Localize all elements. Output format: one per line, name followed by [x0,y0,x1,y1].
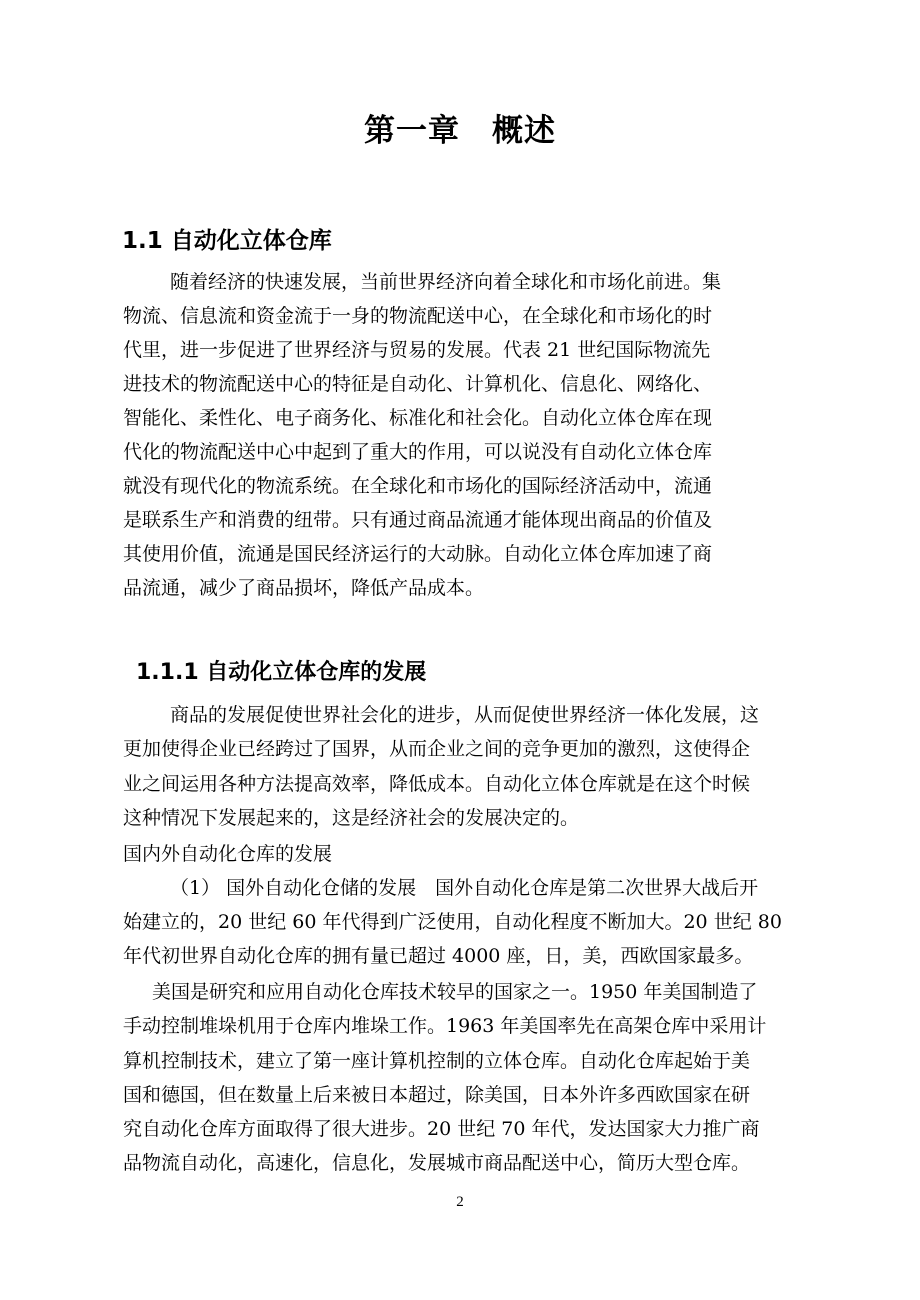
paragraph-line: 代化的物流配送中心中起到了重大的作用，可以说没有自动化立体仓库 [123,441,713,463]
paragraph-line: 其使用价值，流通是国民经济运行的大动脉。自动化立体仓库加速了商 [123,543,713,565]
paragraph-line: （1） 国外自动化仓储的发展 国外自动化仓库是第二次世界大战后开 [170,877,759,899]
subsection-title: 1.1.1 自动化立体仓库的发展 [136,660,427,685]
chapter-title: 第一章 概述 [364,113,556,149]
paragraph-line: 就没有现代化的物流系统。在全球化和市场化的国际经济活动中，流通 [123,475,713,497]
paragraph-line: 美国是研究和应用自动化仓库技术较早的国家之一。1950 年美国制造了 [152,981,758,1003]
paragraph-line: 这种情况下发展起来的，这是经济社会的发展决定的。 [123,807,580,829]
paragraph-line: 进技术的物流配送中心的特征是自动化、计算机化、信息化、网络化、 [123,373,713,395]
section-title: 1.1 自动化立体仓库 [122,228,332,254]
page-number: 2 [456,1194,464,1210]
paragraph-line: 算机控制技术，建立了第一座计算机控制的立体仓库。自动化仓库起始于美 [123,1050,751,1072]
paragraph-line: 物流、信息流和资金流于一身的物流配送中心，在全球化和市场化的时 [123,305,713,327]
paragraph-line: 更加使得企业已经跨过了国界，从而企业之间的竞争更加的激烈，这使得企 [123,738,751,760]
paragraph-line: 业之间运用各种方法提高效率，降低成本。自动化立体仓库就是在这个时候 [123,773,751,795]
paragraph-line: 手动控制堆垛机用于仓库内堆垛工作。1963 年美国率先在高架仓库中采用计 [123,1015,767,1037]
paragraph-line: 年代初世界自动化仓库的拥有量已超过 4000 座，日，美，西欧国家最多。 [123,945,754,967]
paragraph-line: 品物流自动化，高速化，信息化，发展城市商品配送中心，简历大型仓库。 [123,1152,751,1174]
subheading-domestic-foreign: 国内外自动化仓库的发展 [123,843,333,865]
paragraph-line: 始建立的，20 世纪 60 年代得到广泛使用，自动化程度不断加大。20 世纪 80 [123,911,782,933]
paragraph-line: 代里，进一步促进了世界经济与贸易的发展。代表 21 世纪国际物流先 [123,339,711,361]
paragraph-line: 品流通，减少了商品损坏，降低产品成本。 [123,577,485,599]
paragraph-line: 智能化、柔性化、电子商务化、标准化和社会化。自动化立体仓库在现 [123,407,713,429]
paragraph-line: 商品的发展促使世界社会化的进步，从而促使世界经济一体化发展，这 [170,704,760,726]
paragraph-line: 随着经济的快速发展，当前世界经济向着全球化和市场化前进。集 [170,271,722,293]
paragraph-line: 国和德国，但在数量上后来被日本超过，除美国，日本外许多西欧国家在研 [123,1084,751,1106]
paragraph-line: 究自动化仓库方面取得了很大进步。20 世纪 70 年代，发达国家大力推广商 [123,1118,760,1140]
paragraph-line: 是联系生产和消费的纽带。只有通过商品流通才能体现出商品的价值及 [123,509,713,531]
